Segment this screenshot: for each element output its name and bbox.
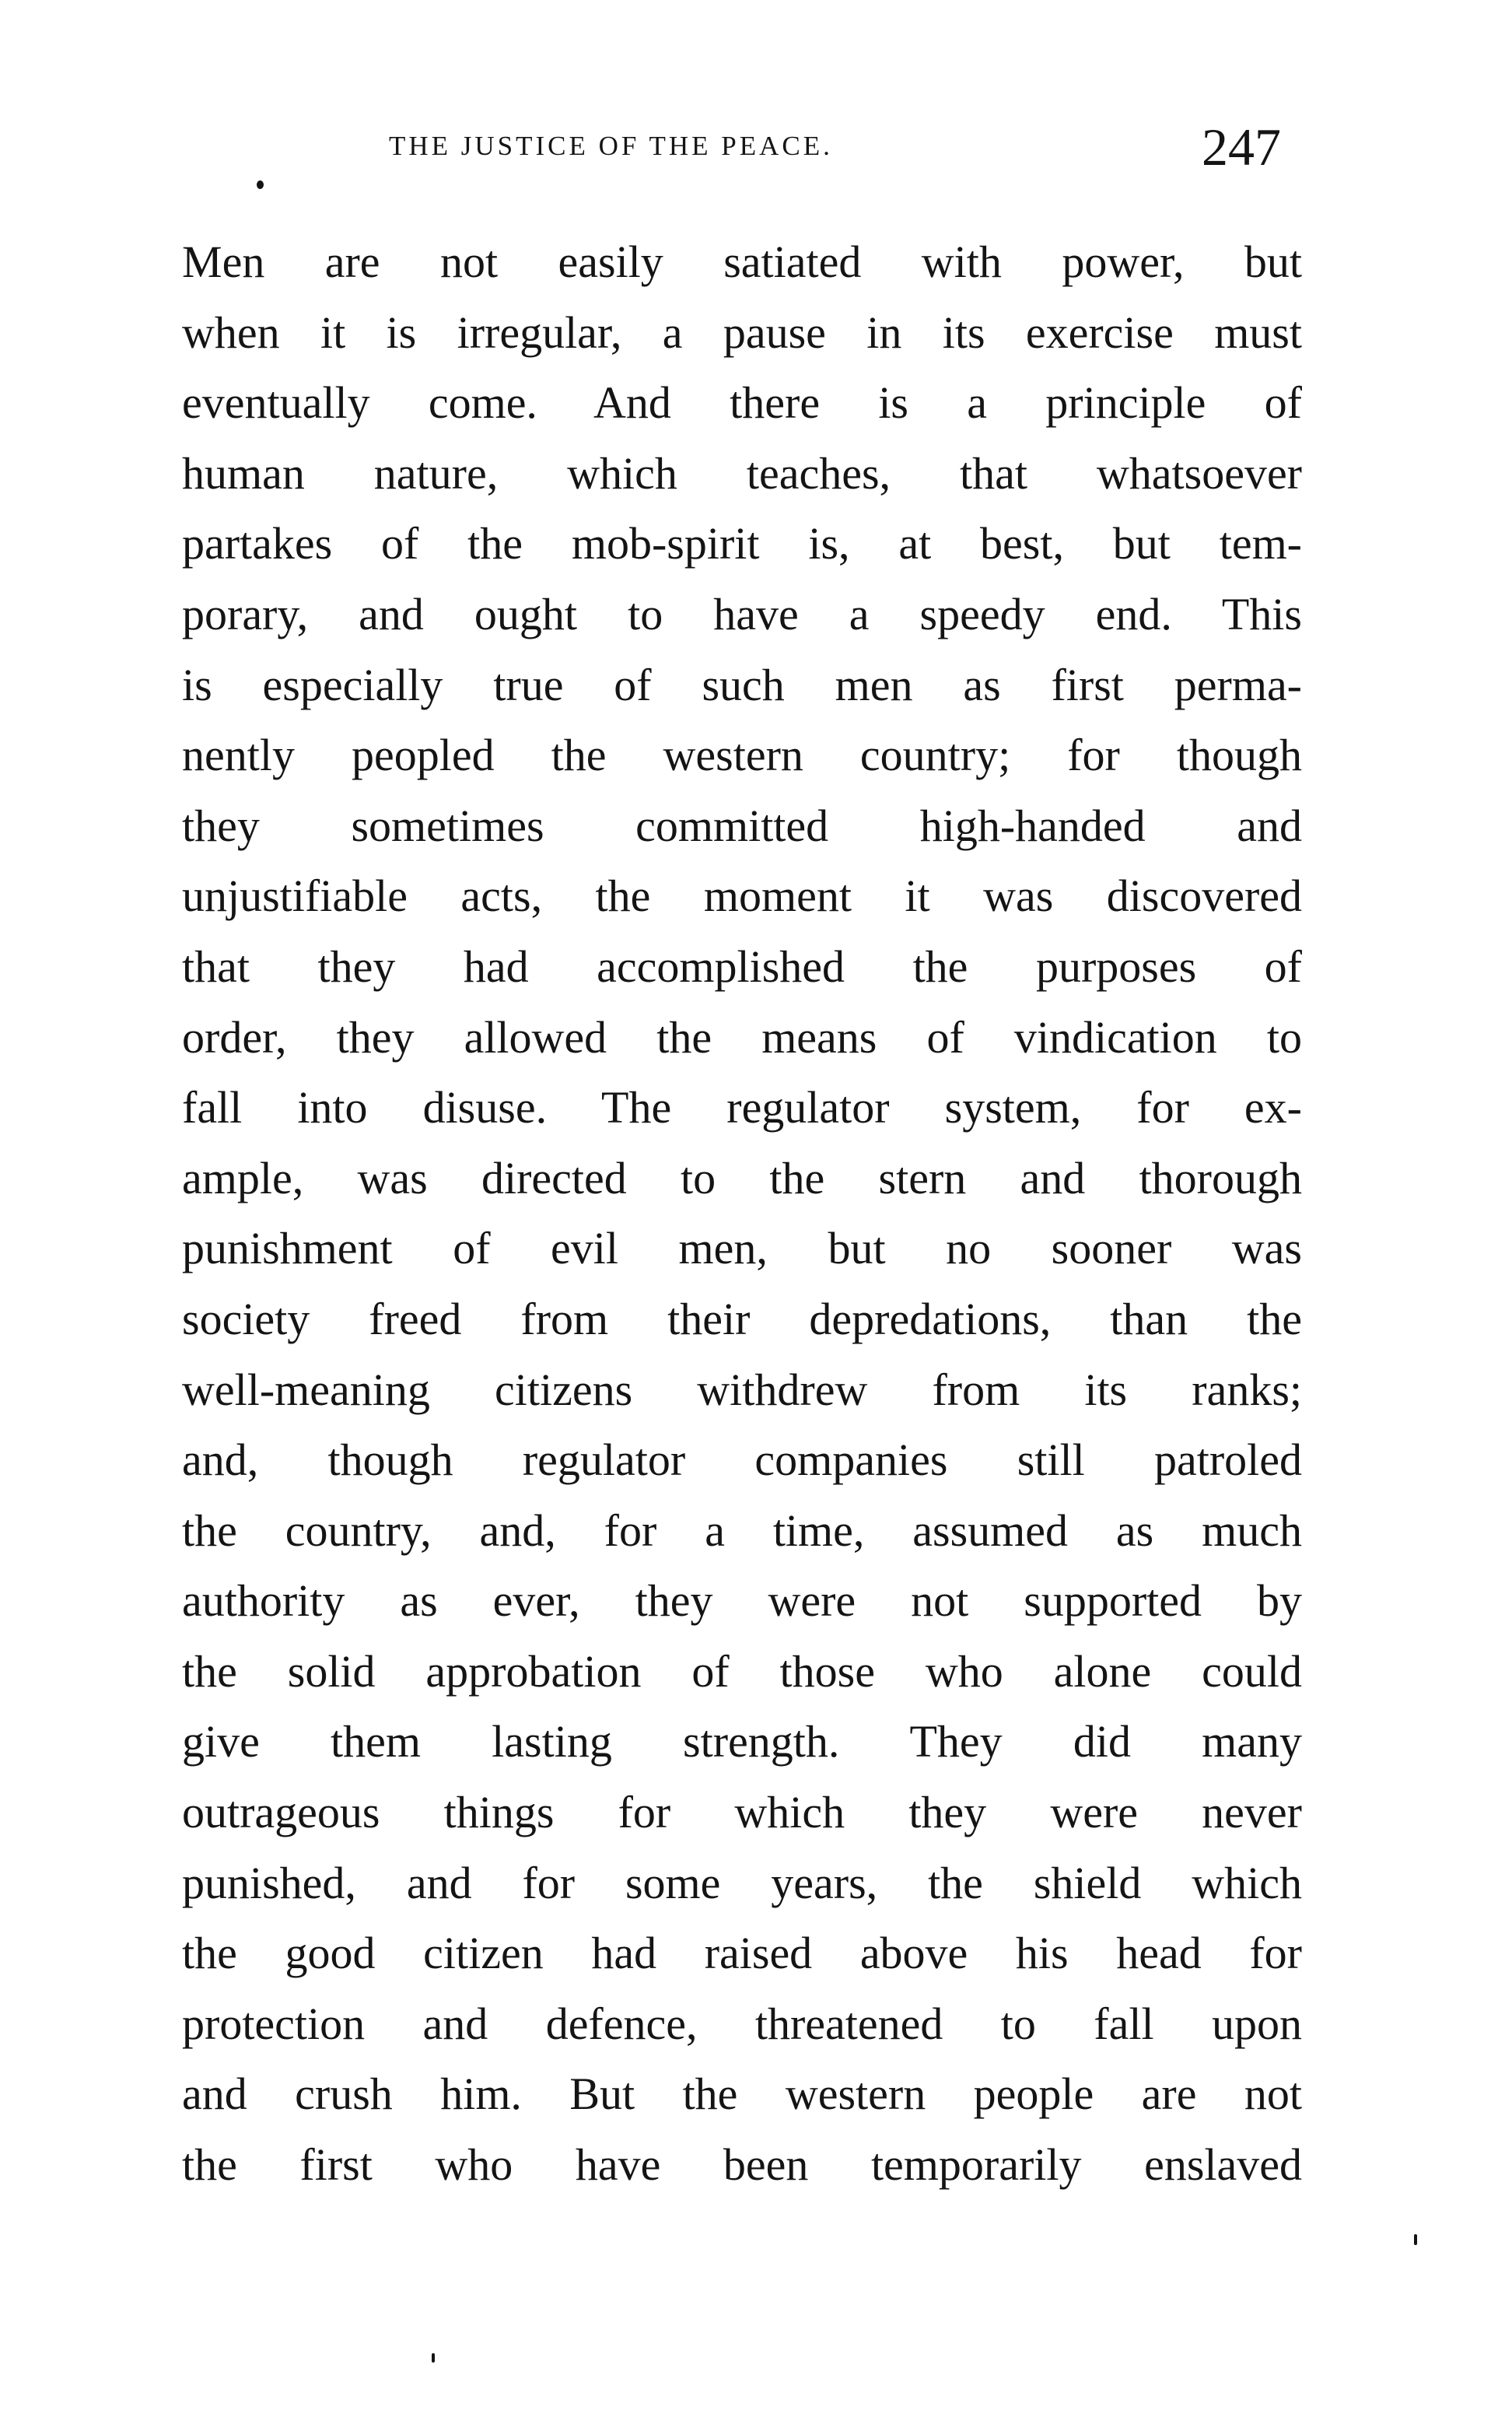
text-line: the first who have been temporarily enslaved bbox=[182, 2139, 1302, 2191]
ink-speck bbox=[432, 2353, 435, 2363]
running-title: THE JUSTICE OF THE PEACE. bbox=[389, 131, 833, 161]
page-number: 247 bbox=[1202, 117, 1281, 177]
text-line: human nature, which teaches, that whatsoever bbox=[182, 447, 1302, 499]
text-line: authority as ever, they were not supported by bbox=[182, 1575, 1302, 1627]
text-line: give them lasting strength. They did many bbox=[182, 1716, 1302, 1767]
text-line: fall into disuse. The regulator system, for ex- bbox=[182, 1082, 1302, 1133]
body-text bbox=[182, 227, 1302, 2201]
text-line: ample, was directed to the stern and thorough bbox=[182, 1152, 1302, 1203]
text-line: protection and defence, threatened to fall upon bbox=[182, 1998, 1302, 2049]
text-line: well-meaning citizens withdrew from its ranks; bbox=[182, 1364, 1302, 1415]
text-line: eventually come. And there is a principle of bbox=[182, 377, 1302, 429]
text-line: nently peopled the western country; for though bbox=[182, 730, 1302, 781]
text-line: when it is irregular, a pause in its exercise must bbox=[182, 307, 1302, 358]
text-line: order, they allowed the means of vindication to bbox=[182, 1011, 1302, 1063]
text-line: punishment of evil men, but no sooner was bbox=[182, 1223, 1302, 1274]
text-line: the country, and, for a time, assumed as much bbox=[182, 1504, 1302, 1556]
text-line: is especially true of such men as first perma- bbox=[182, 659, 1302, 710]
ink-speck bbox=[1414, 2234, 1417, 2245]
text-line: that they had accomplished the purposes of bbox=[182, 941, 1302, 992]
text-line: Men are not easily satiated with power, but bbox=[182, 236, 1302, 287]
text-line: society freed from their depredations, than the bbox=[182, 1293, 1302, 1344]
ink-speck bbox=[257, 180, 264, 189]
text-line: porary, and ought to have a speedy end. This bbox=[182, 588, 1302, 639]
text-line: partakes of the mob-spirit is, at best, but tem- bbox=[182, 518, 1302, 569]
text-line: punished, and for some years, the shield which bbox=[182, 1857, 1302, 1908]
text-line: and crush him. But the western people are not bbox=[182, 2068, 1302, 2120]
text-line: the solid approbation of those who alone could bbox=[182, 1645, 1302, 1697]
text-line: the good citizen had raised above his head for bbox=[182, 1928, 1302, 1979]
text-line: and, though regulator companies still patroled bbox=[182, 1434, 1302, 1486]
text-line: outrageous things for which they were never bbox=[182, 1787, 1302, 1838]
text-line: they sometimes committed high-handed and bbox=[182, 800, 1302, 851]
text-line: unjustifiable acts, the moment it was discovered bbox=[182, 870, 1302, 922]
